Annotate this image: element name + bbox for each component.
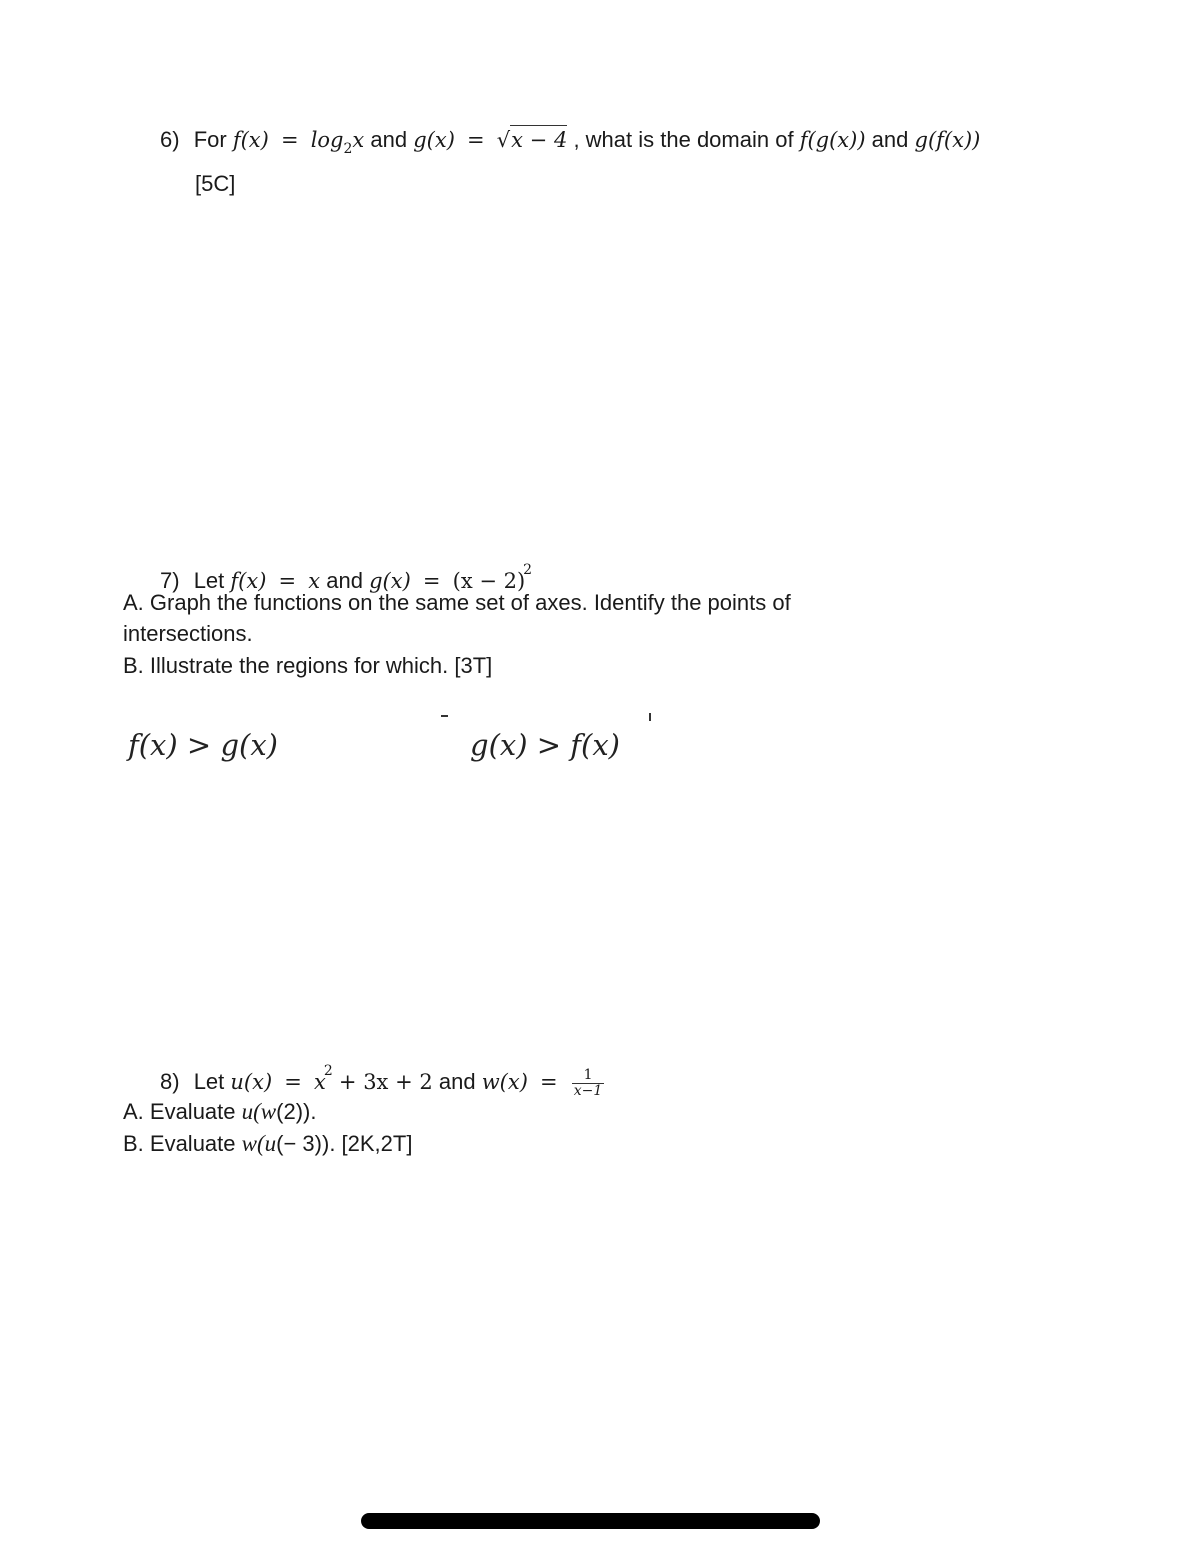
q8-w-numerator: 1 bbox=[572, 1068, 605, 1084]
q7-part-a-line2: intersections. bbox=[123, 621, 253, 646]
q7-region-left: f(x) > g(x) bbox=[128, 728, 278, 762]
q8-number: 8) bbox=[160, 1069, 180, 1094]
q6-sqrt-symbol: √ bbox=[496, 128, 511, 152]
q8-eq1: = bbox=[284, 1070, 302, 1094]
q8-part-b-post: (− 3)). [2K,2T] bbox=[276, 1131, 413, 1156]
q6-for: For bbox=[193, 127, 227, 152]
stray-mark bbox=[649, 713, 651, 721]
q6-tag: [5C] bbox=[195, 171, 236, 196]
q8-let: Let bbox=[193, 1069, 225, 1094]
q7-part-b: B. Illustrate the regions for which. [3T] bbox=[123, 653, 493, 678]
q8-u-rest: + 3x + 2 bbox=[338, 1070, 433, 1094]
q6-question-text: , what is the domain of bbox=[573, 127, 794, 152]
q7-region-right: g(x) > f(x) bbox=[470, 728, 620, 762]
q6-log-base: 2 bbox=[343, 141, 353, 157]
q7-g-rhs: (x − 2) bbox=[452, 569, 526, 593]
q8-part-a-post: (2)). bbox=[276, 1099, 317, 1124]
q7-f-rhs: x bbox=[308, 569, 321, 593]
q6-number: 6) bbox=[160, 127, 180, 152]
q7-and1: and bbox=[326, 568, 363, 593]
q6-gf: g(f(x)) bbox=[914, 128, 981, 152]
q8-and1: and bbox=[438, 1069, 476, 1094]
q6-g-def: g(x) bbox=[413, 128, 455, 152]
q7-number: 7) bbox=[160, 568, 180, 593]
q6-fg: f(g(x)) bbox=[799, 128, 866, 152]
q8-w-def: w(x) bbox=[481, 1070, 528, 1094]
q6-eq1: = bbox=[280, 128, 299, 152]
q8-part-a-label: A. Evaluate bbox=[123, 1099, 236, 1124]
q8-w-denominator: x−1 bbox=[573, 1082, 603, 1099]
q6-and2: and bbox=[871, 127, 909, 152]
q7-g-exponent: 2 bbox=[523, 562, 533, 578]
q7-f-def: f(x) bbox=[230, 569, 267, 593]
q8-u-exponent: 2 bbox=[323, 1063, 333, 1079]
q7-let: Let bbox=[193, 568, 225, 593]
q8-w-fraction bbox=[572, 1068, 605, 1099]
q8-part-b bbox=[123, 1130, 412, 1158]
q8-u-x: x bbox=[314, 1070, 326, 1094]
q8-part-a-expr: u(w bbox=[241, 1099, 277, 1124]
q8-part-b-expr: w(u bbox=[241, 1131, 277, 1156]
q8-part-b-label: B. Evaluate bbox=[123, 1131, 236, 1156]
q8-u-def: u(x) bbox=[230, 1070, 273, 1094]
question-8-line bbox=[160, 1057, 604, 1099]
q6-log: log bbox=[310, 128, 344, 152]
q6-and1: and bbox=[370, 127, 408, 152]
q8-eq2: = bbox=[540, 1070, 558, 1094]
q6-f-def: f(x) bbox=[232, 128, 269, 152]
stray-mark bbox=[441, 715, 448, 717]
q8-part-a bbox=[123, 1098, 316, 1126]
q7-g-def: g(x) bbox=[369, 569, 411, 593]
question-6-line bbox=[160, 125, 980, 163]
q7-eq2: = bbox=[422, 569, 441, 593]
q7-eq1: = bbox=[278, 569, 297, 593]
q6-sqrt-arg: x − 4 bbox=[510, 125, 567, 154]
home-indicator-bar[interactable] bbox=[361, 1513, 820, 1529]
q6-log-arg: x bbox=[352, 128, 365, 152]
q7-part-a-line1: A. Graph the functions on the same set of axes. Identify the points of bbox=[123, 590, 791, 615]
q6-eq2: = bbox=[467, 128, 485, 152]
